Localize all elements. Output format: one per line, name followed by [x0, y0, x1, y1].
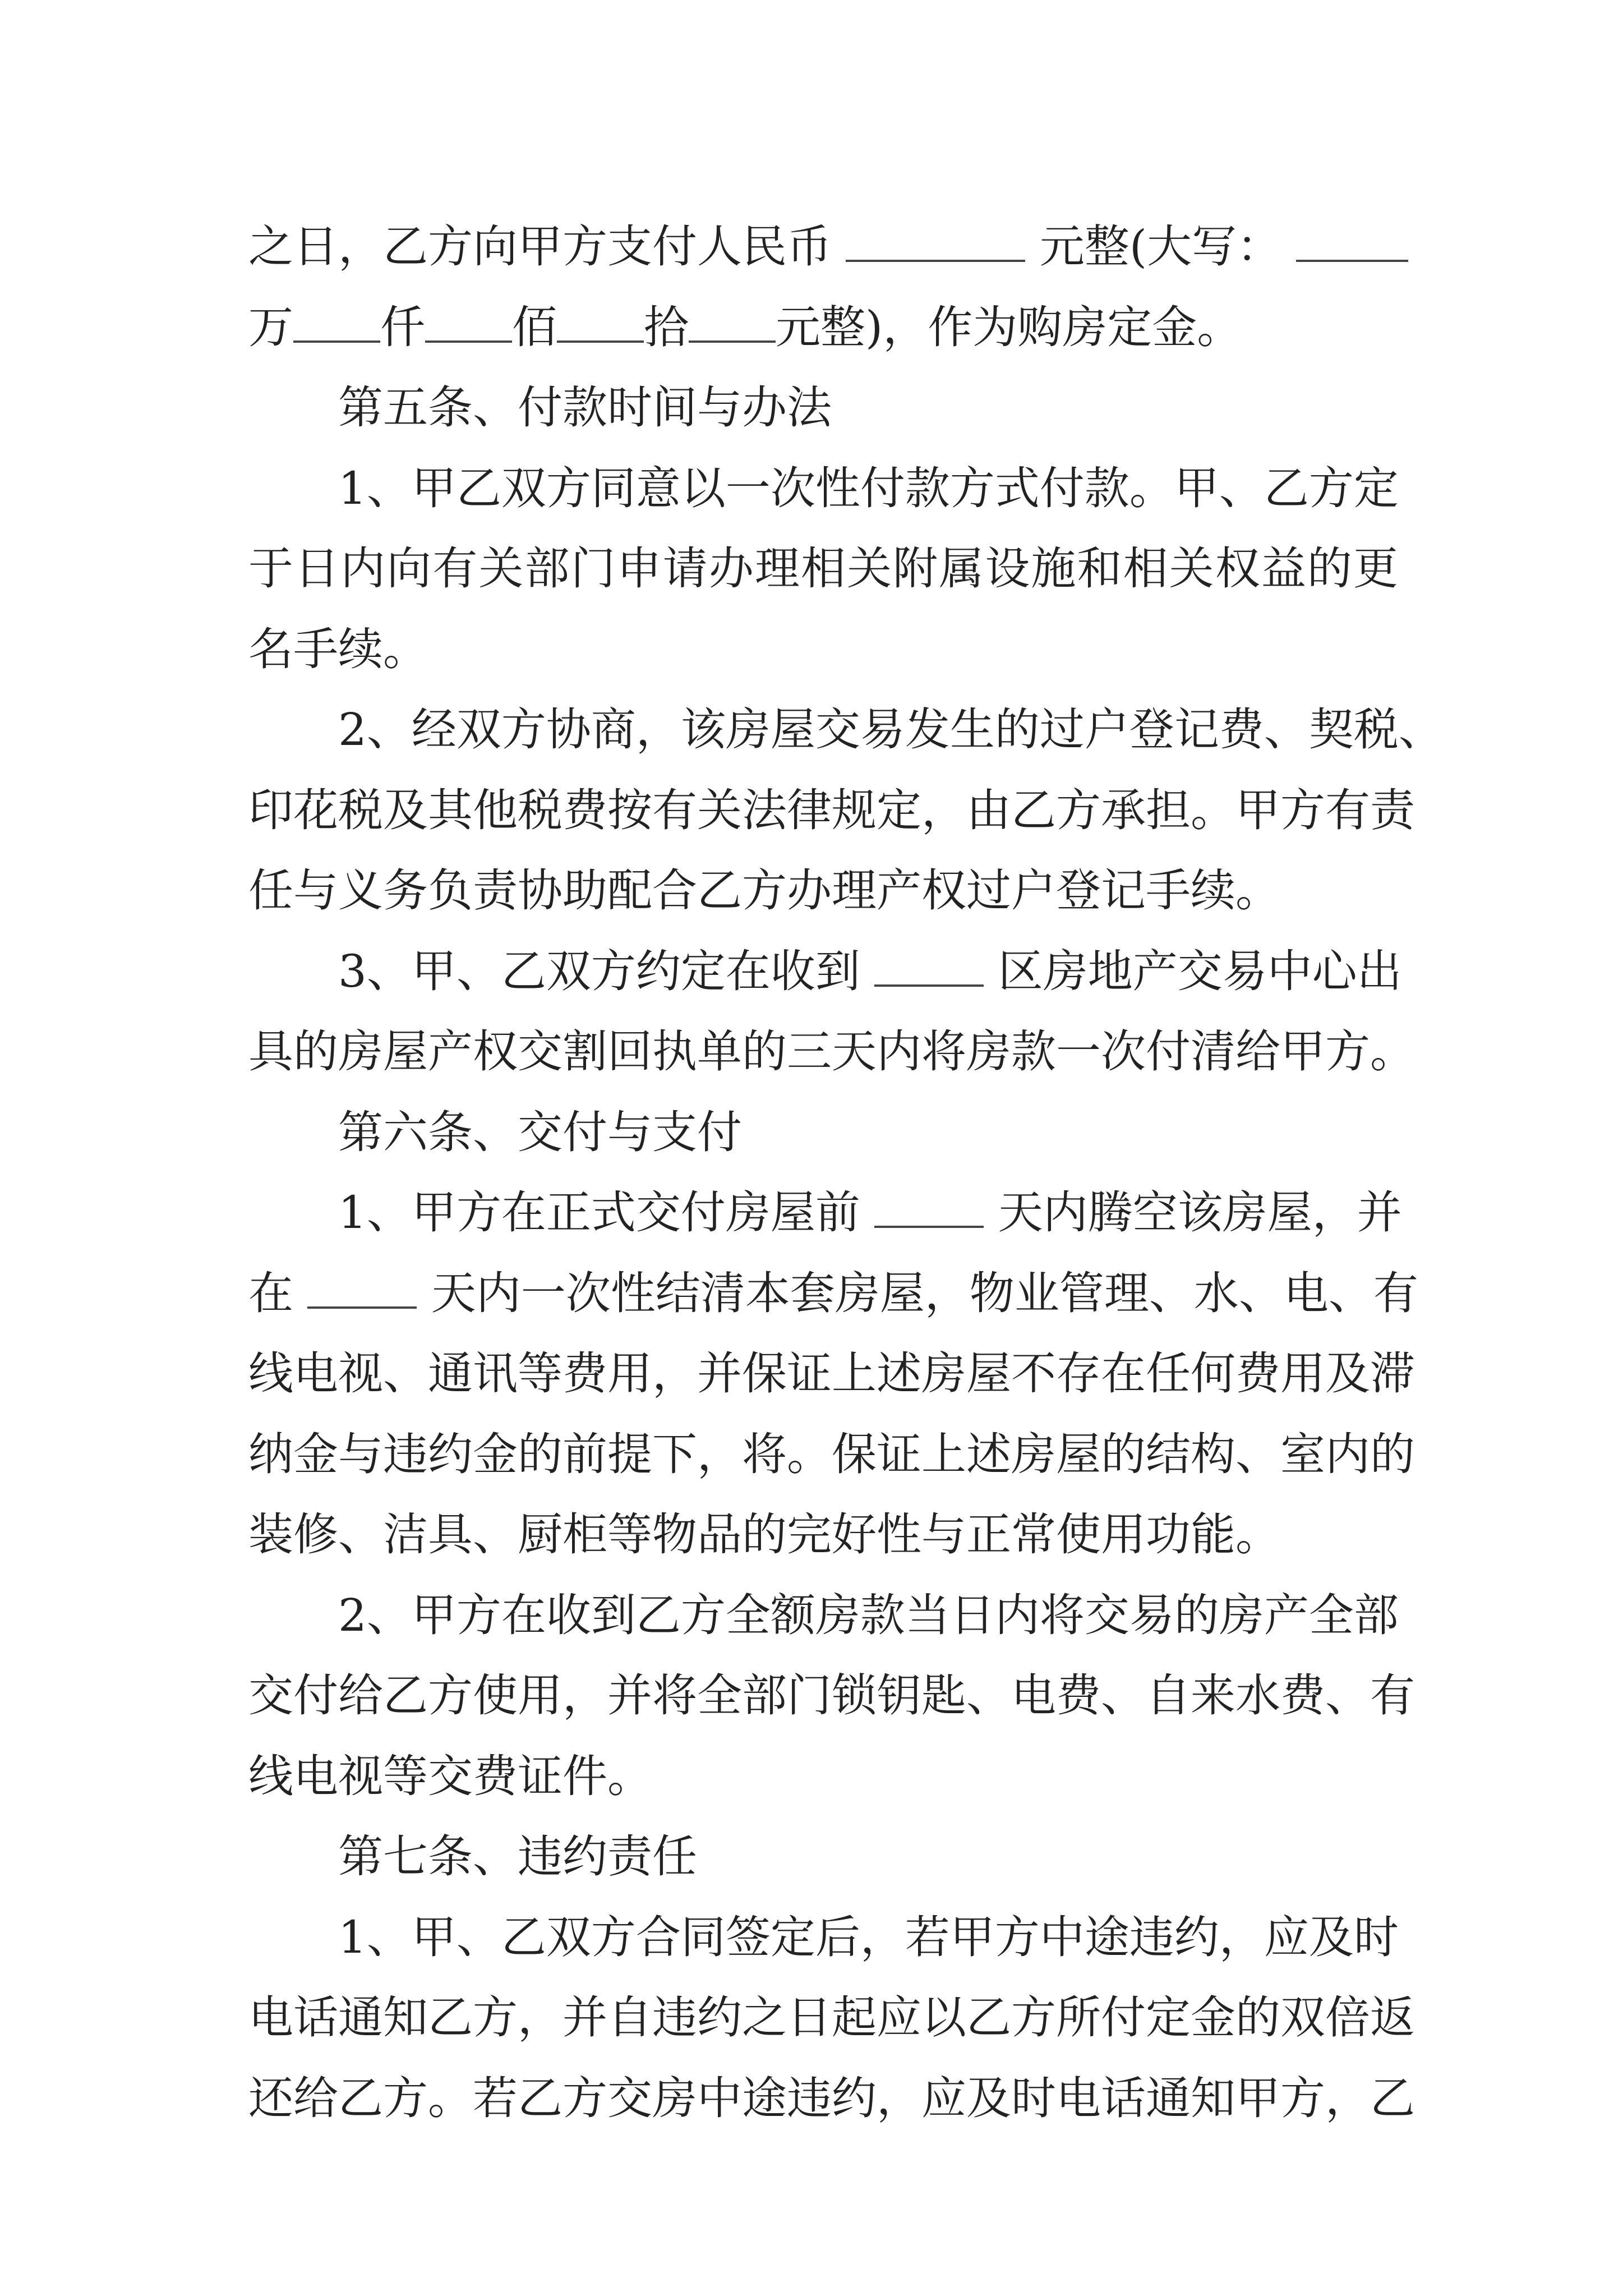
text-line [248, 1253, 1418, 1334]
text-segment: 在 [248, 1267, 293, 1319]
text-segment: 之日，乙方向甲方支付人民币 [248, 220, 832, 273]
text-line: 印花税及其他税费按有关法律规定，由乙方承担。甲方有责 [248, 784, 1415, 836]
text-segment: 天内腾空该房屋，并 [998, 1186, 1402, 1239]
text-line: 线电视、通讯等费用，并保证上述房屋不存在任何费用及滞 [248, 1347, 1415, 1400]
text-line: 2、经双方协商，该房屋交易发生的过户登记费、契税、 [338, 703, 1444, 756]
text-segment: 万 [248, 301, 293, 353]
text-line: 任与义务负责协助配合乙方办理产权过户登记手续。 [248, 864, 1280, 917]
fill-blank [846, 220, 1025, 262]
text-line: 1、甲乙双方同意以一次性付款方式付款。甲、乙方定 [338, 462, 1399, 514]
text-line: 电话通知乙方，并自违约之日起应以乙方所付定金的双倍返 [248, 1991, 1415, 2044]
text-line: 2、甲方在收到乙方全额房款当日内将交易的房产全部 [338, 1589, 1399, 1641]
text-line: 1、甲、乙双方合同签定后，若甲方中途违约，应及时 [338, 1911, 1399, 1963]
text-line [248, 1172, 1402, 1253]
fill-blank [1296, 220, 1408, 262]
fill-blank [293, 301, 380, 343]
text-line: 装修、洁具、厨柜等物品的完好性与正常使用功能。 [248, 1508, 1280, 1561]
fill-blank [874, 945, 984, 987]
text-segment: 天内一次性结清本套房屋，物业管理、水、电、有 [431, 1267, 1418, 1319]
text-line: 纳金与违约金的前提下，将。保证上述房屋的结构、室内的 [248, 1428, 1415, 1480]
article-heading: 第六条、交付与支付 [338, 1106, 742, 1158]
text-segment: 仟 [380, 301, 425, 353]
article-heading: 第七条、违约责任 [338, 1830, 697, 1883]
text-segment: 1、甲方在正式交付房屋前 [338, 1186, 860, 1239]
text-segment: 元整)，作为购房定金。 [776, 301, 1242, 353]
text-segment: 拾 [644, 301, 689, 353]
text-line [248, 287, 1398, 368]
text-segment: 3、甲、乙双方约定在收到 [338, 945, 860, 997]
text-line: 还给乙方。若乙方交房中途违约，应及时电话通知甲方，乙 [248, 2072, 1415, 2124]
text-line [248, 206, 1398, 287]
text-line: 名手续。 [248, 623, 428, 675]
text-line: 具的房屋产权交割回执单的三天内将房款一次付清给甲方。 [248, 1025, 1415, 1078]
text-segment: 佰 [512, 301, 557, 353]
text-line: 线电视等交费证件。 [248, 1750, 652, 1802]
fill-blank [425, 301, 512, 343]
text-line: 交付给乙方使用，并将全部门锁钥匙、电费、自来水费、有 [248, 1669, 1415, 1722]
fill-blank [689, 301, 776, 343]
text-segment: 元整(大写： [1039, 220, 1282, 273]
text-line [248, 931, 1402, 1012]
article-heading: 第五条、付款时间与办法 [338, 381, 832, 434]
text-segment: 区房地产交易中心出 [998, 945, 1402, 997]
fill-blank [874, 1186, 984, 1228]
fill-blank [307, 1267, 417, 1309]
fill-blank [557, 301, 644, 343]
text-line: 于日内向有关部门申请办理相关附属设施和相关权益的更 [248, 542, 1398, 595]
contract-body [248, 206, 1444, 2138]
